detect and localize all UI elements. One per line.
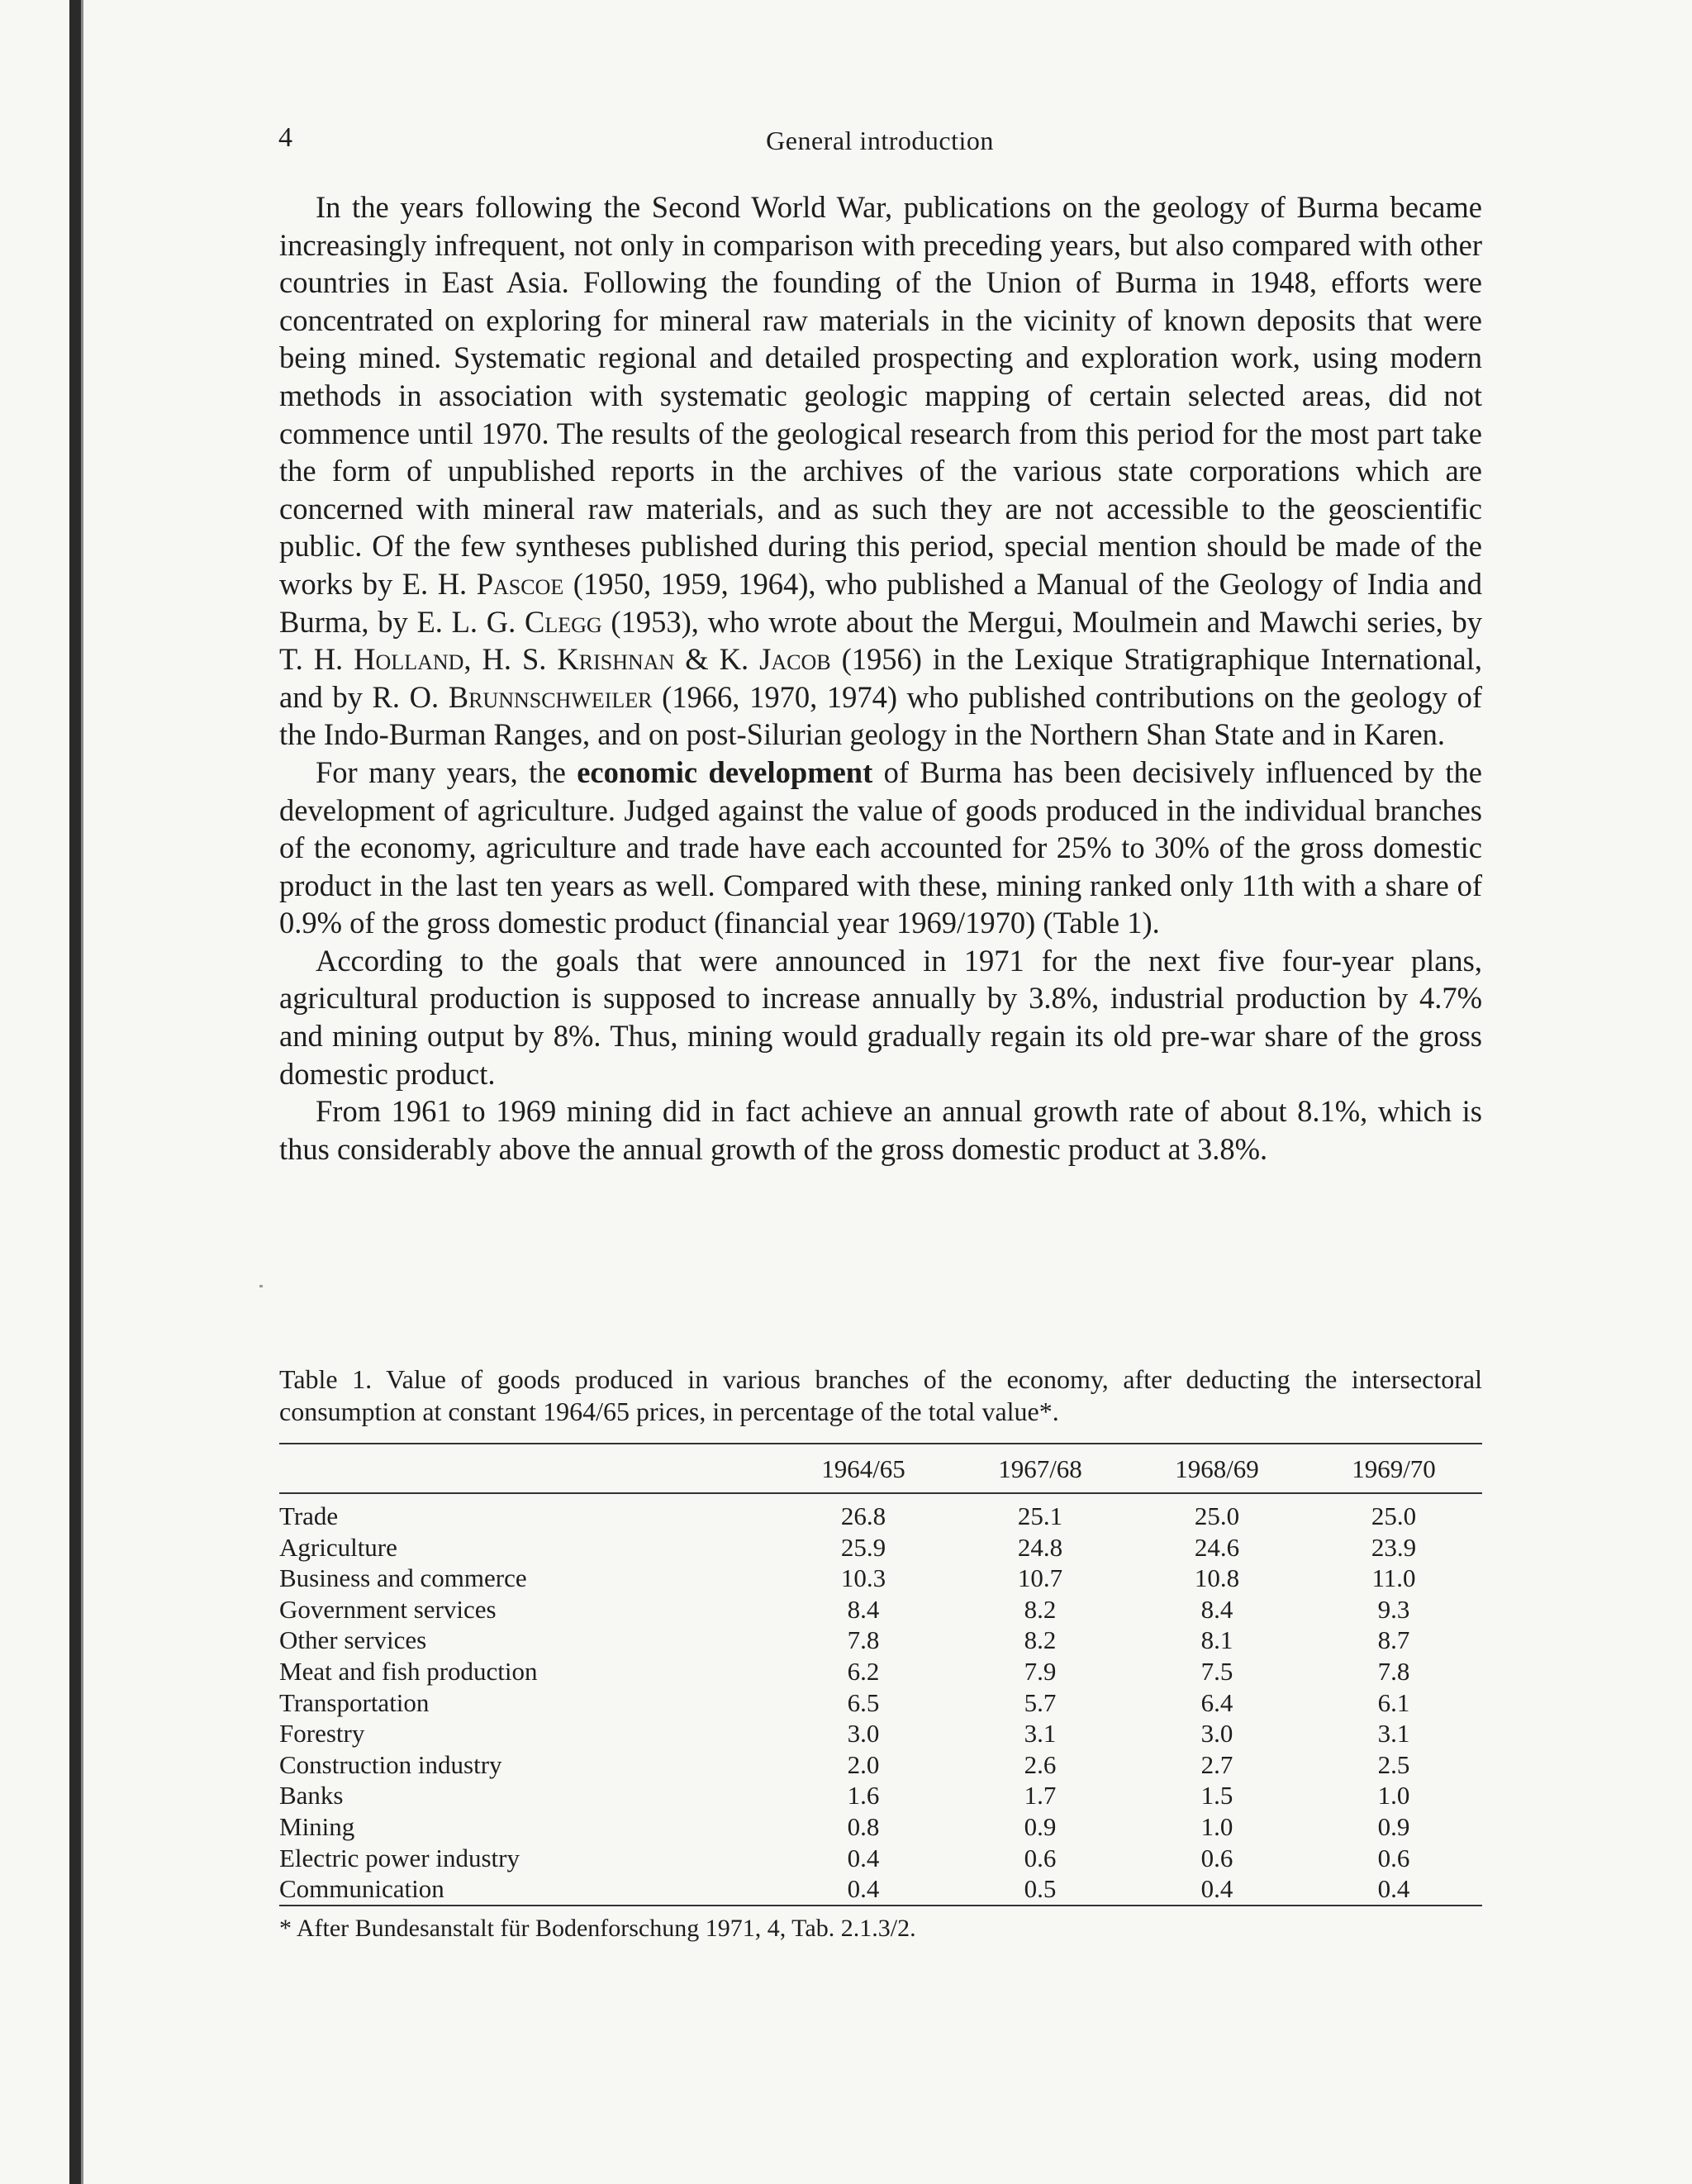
row-label: Transportation (279, 1687, 430, 1717)
cell-value: 2.0 (847, 1749, 880, 1779)
cell-value: 23.9 (1371, 1532, 1417, 1562)
cell-value: 9.3 (1377, 1594, 1410, 1624)
book-spine-edge (81, 0, 83, 2184)
cell-value: 2.6 (1024, 1749, 1057, 1779)
cell-value: 10.7 (1017, 1563, 1063, 1593)
author-clegg: Clegg (525, 604, 602, 639)
cell-value: 7.8 (847, 1625, 880, 1655)
paragraph-3: According to the goals that were announced in 1971 for the next five four-year plans, agricultural production is supposed to increase annually by 3.8%, industrial production by 4.7% and mining output by 8%. Thus, mining would gradually regain its old pre-war share of the gross domestic product. (279, 943, 1482, 1091)
cell-value: 8.7 (1377, 1625, 1410, 1655)
table-caption: Table 1. Value of goods produced in various branches of the economy, after deducting the intersectoral consumption at constant 1964/65 prices, in percentage of the total value*. (279, 1364, 1482, 1426)
cell-value: 24.6 (1194, 1532, 1240, 1562)
row-label: Banks (279, 1781, 344, 1810)
p1-text-a: In the years following the Second World War, publications on the geology of Burma became increasingly infrequent, not only in comparison with preceding years, but also compared with other countries in East Asia. Following the founding of the Union of Burma in 1948, efforts were concentrated on exploring for mineral raw materials in the vicinity of known deposits that were being mined. Systematic regional and detailed prospecting and exploration work, using modern methods in association with systematic geologic mapping of certain selected areas, did not commence until 1970. The results of the geological research from this period for the most part take the form of unpublished reports in the archives of the various state corporations which are concerned with mineral raw materials, and as such they are not accessible to the geoscientific public. Of the few syntheses published during this period, special mention should be made of the works by E. H. (279, 190, 1482, 601)
p1-text-g: (1966, 1970, 1974) who published contributions on the geology of the Indo-Burman Ranges, and on post-Silurian geology in the Northern Shan State and in Karen. (279, 679, 1482, 752)
row-label: Electric power industry (279, 1843, 520, 1872)
cell-value: 11.0 (1371, 1563, 1416, 1593)
table-row (279, 1811, 1482, 1843)
cell-value: 24.8 (1017, 1532, 1063, 1562)
cell-value: 25.9 (840, 1532, 886, 1562)
table-row (279, 1594, 1482, 1625)
cell-value: 1.5 (1200, 1781, 1233, 1810)
p1-text-b: (1950, 1959, 1964), who published a Manual of the Geology of India and Burma, by E. L. G. (279, 566, 1483, 639)
book-spine-shadow (69, 0, 81, 2184)
row-label: Meat and fish production (279, 1656, 538, 1686)
author-jacob: Jacob (759, 642, 831, 677)
cell-value: 2.5 (1377, 1749, 1410, 1779)
cell-value: 0.4 (1305, 1873, 1482, 1906)
cell-value: 2.7 (1200, 1749, 1233, 1779)
row-label: Mining (279, 1811, 355, 1841)
cell-value: 0.4 (847, 1843, 880, 1872)
cell-value: 6.4 (1200, 1687, 1233, 1717)
cell-value: 1.0 (1377, 1781, 1410, 1810)
cell-value: 6.5 (847, 1687, 880, 1717)
header-col-1968: 1968/69 (1129, 1444, 1305, 1493)
author-holland: Holland (354, 642, 464, 677)
cell-value: 0.6 (1200, 1843, 1233, 1872)
cell-value: 3.0 (847, 1719, 880, 1749)
body-text (279, 188, 1482, 1168)
cell-value: 1.0 (1200, 1811, 1233, 1841)
cell-value: 7.8 (1377, 1656, 1410, 1686)
table-row (279, 1780, 1482, 1811)
p2-text-a: For many years, the (316, 754, 577, 789)
table-footnote: * After Bundesanstalt für Bodenforschung 1971, 4, Tab. 2.1.3/2. (279, 1914, 916, 1942)
table-row (279, 1493, 1482, 1532)
header-col-1964: 1964/65 (775, 1444, 952, 1493)
cell-value: 1.6 (847, 1781, 880, 1810)
cell-value: 0.9 (1377, 1811, 1410, 1841)
row-label: Construction industry (279, 1749, 502, 1779)
cell-value: 25.1 (1017, 1501, 1063, 1530)
cell-value: 25.0 (1371, 1501, 1417, 1530)
p1-text-f: (1956) in the Lexique Stratigraphique International, and by R. O. (279, 642, 1482, 714)
row-label: Trade (279, 1501, 339, 1530)
header-col-1967: 1967/68 (952, 1444, 1129, 1493)
cell-value: 25.0 (1194, 1501, 1240, 1530)
header-col-1969: 1969/70 (1305, 1444, 1482, 1493)
paragraph-1 (279, 188, 1482, 754)
row-label: Forestry (279, 1719, 365, 1749)
cell-value: 10.8 (1194, 1563, 1240, 1593)
author-pascoe: Pascoe (476, 566, 564, 601)
cell-value: 0.5 (952, 1873, 1129, 1906)
cell-value: 8.2 (1024, 1594, 1057, 1624)
cell-value: 0.4 (1129, 1873, 1305, 1906)
scan-speck (259, 1285, 263, 1287)
row-label: Other services (279, 1625, 427, 1655)
cell-value: 3.1 (1024, 1719, 1057, 1749)
table-row (279, 1532, 1482, 1563)
author-krishnan: Krishnan (557, 642, 675, 677)
table-row (279, 1873, 1482, 1906)
p2-text-b: of Burma has been decisively influenced by the development of agriculture. Judged against the value of goods produced in the individual branches of the economy, agriculture and trade have each accounted for 25% to 30% of the gross domestic product in the last ten years as well. Compared with these, mining ranked only 11th with a share of 0.9% of the gross domestic product (financial year 1969/1970) (Table 1). (279, 754, 1482, 940)
table-header-row (279, 1444, 1482, 1493)
row-label: Agriculture (279, 1532, 397, 1562)
table-row (279, 1687, 1482, 1719)
table-row (279, 1563, 1482, 1594)
table-row (279, 1843, 1482, 1874)
paragraph-4: From 1961 to 1969 mining did in fact achieve an annual growth rate of about 8.1%, which is thus considerably above the annual growth of the gross domestic product at 3.8%. (279, 1094, 1482, 1166)
row-label: Government services (279, 1594, 497, 1624)
cell-value: 7.9 (1024, 1656, 1057, 1686)
cell-value: 8.2 (1024, 1625, 1057, 1655)
table-1 (279, 1363, 1482, 1943)
row-label: Business and commerce (279, 1563, 527, 1593)
cell-value: 1.7 (1024, 1781, 1057, 1810)
p1-text-e: & K. (674, 642, 760, 677)
p1-text-c: (1953), who wrote about the Mergui, Moulmein and Mawchi series, by T. H. (279, 604, 1482, 677)
cell-value: 10.3 (840, 1563, 886, 1593)
cell-value: 0.6 (1024, 1843, 1057, 1872)
cell-value: 8.4 (847, 1594, 880, 1624)
row-label: Communication (279, 1873, 775, 1906)
cell-value: 8.1 (1200, 1625, 1233, 1655)
table-row (279, 1625, 1482, 1656)
p1-text-d: , H. S. (463, 642, 558, 677)
table-row (279, 1749, 1482, 1781)
cell-value: 3.0 (1200, 1719, 1233, 1749)
paragraph-2 (279, 754, 1482, 942)
cell-value: 8.4 (1200, 1594, 1233, 1624)
author-brunnschweiler: Brunnschweiler (448, 679, 653, 714)
table-row (279, 1656, 1482, 1687)
data-table (279, 1443, 1482, 1906)
cell-value: 0.8 (847, 1811, 880, 1841)
page-number: 4 (278, 122, 292, 153)
cell-value: 0.9 (1024, 1811, 1057, 1841)
cell-value: 6.1 (1377, 1687, 1410, 1717)
cell-value: 3.1 (1377, 1719, 1410, 1749)
running-title: General introduction (766, 126, 994, 155)
cell-value: 6.2 (847, 1656, 880, 1686)
cell-value: 7.5 (1200, 1656, 1233, 1686)
cell-value: 26.8 (840, 1501, 886, 1530)
page-header (277, 122, 1483, 172)
table-row (279, 1718, 1482, 1749)
cell-value: 0.4 (775, 1873, 952, 1906)
header-label-cell (279, 1444, 775, 1493)
cell-value: 5.7 (1024, 1687, 1057, 1717)
cell-value: 0.6 (1377, 1843, 1410, 1872)
p2-bold-term: economic development (577, 754, 873, 789)
